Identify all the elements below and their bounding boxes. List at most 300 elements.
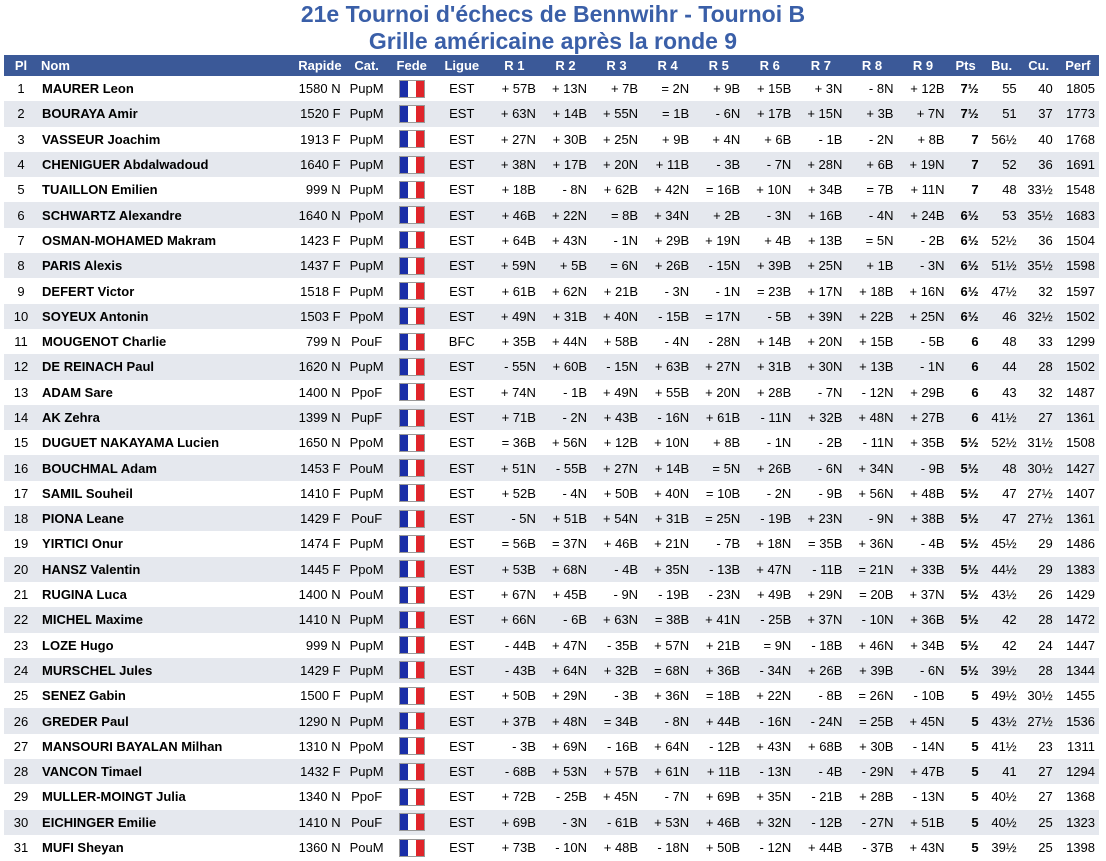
table-row <box>4 127 1099 152</box>
cell-performance: 1508 <box>1066 435 1095 451</box>
cell-cumulative: 27 <box>1021 759 1057 784</box>
header-rating: Rapide <box>278 55 344 76</box>
cell-name: AK Zehra <box>38 405 278 430</box>
cell-r1: + 35B <box>501 334 536 350</box>
cell-r9: + 35B <box>910 435 945 451</box>
cell-r7: - 11B <box>795 557 846 582</box>
cell-r6: + 43N <box>756 738 792 754</box>
cell-r2: + 31B <box>540 304 591 329</box>
cell-league: EST <box>449 485 475 501</box>
cell-points: 6½ <box>949 304 983 329</box>
header-r2: R 2 <box>540 55 591 76</box>
cell-r2: + 69N <box>551 738 587 754</box>
cell-cumulative: 33 <box>1038 334 1053 350</box>
cell-performance: 1805 <box>1066 81 1095 97</box>
cell-r2: - 10N <box>555 840 587 856</box>
cell-r8: = 20B <box>859 587 894 603</box>
france-flag-icon <box>399 333 425 351</box>
cell-r2: + 5B <box>540 253 591 278</box>
cell-r6: - 12N <box>759 840 792 856</box>
cell-r9: - 14N <box>912 738 945 754</box>
cell-r1: + 37B <box>489 708 540 733</box>
cell-r5: + 41N <box>693 607 744 632</box>
cell-r2: + 64N <box>540 658 591 683</box>
cell-r4: + 10N <box>654 435 690 451</box>
cell-rating: 1913 F <box>300 131 341 147</box>
header-r9: R 9 <box>897 55 948 76</box>
cell-place: 25 <box>13 688 29 704</box>
cell-points: 5 <box>949 759 983 784</box>
cell-r6: + 49B <box>756 587 792 603</box>
cell-r6: + 28B <box>756 384 792 400</box>
cell-buchholz: 43 <box>1002 384 1017 400</box>
cell-r5: + 2B <box>693 202 744 227</box>
cell-points: 6½ <box>960 283 979 299</box>
cell-federation <box>389 127 435 152</box>
cell-buchholz: 52½ <box>991 232 1017 248</box>
cell-r4: + 26B <box>642 253 693 278</box>
cell-points: 5½ <box>949 506 983 531</box>
cell-points: 6½ <box>960 232 979 248</box>
cell-buchholz: 48 <box>1002 334 1017 350</box>
cell-performance: 1536 <box>1057 708 1099 733</box>
cell-r7: - 2B <box>818 435 843 451</box>
cell-cumulative: 27½ <box>1027 485 1053 501</box>
cell-name: MANSOURI BAYALAN Milhan <box>42 738 223 754</box>
cell-cumulative: 25 <box>1021 810 1057 835</box>
cell-buchholz: 43½ <box>991 587 1017 603</box>
cell-performance: 1487 <box>1066 384 1095 400</box>
cell-r7: + 26B <box>795 658 846 683</box>
table-row <box>4 633 1099 658</box>
cell-buchholz: 44½ <box>983 557 1021 582</box>
france-flag-icon <box>399 839 425 857</box>
cell-performance: 1383 <box>1057 557 1099 582</box>
cell-r9: + 25N <box>897 304 948 329</box>
cell-r5: + 69B <box>705 789 741 805</box>
header-r3: R 3 <box>591 55 642 76</box>
cell-r1: + 73B <box>501 840 536 856</box>
cell-category: PouF <box>345 810 389 835</box>
cell-r4: + 9B <box>662 131 690 147</box>
cell-r7: + 30N <box>795 354 846 379</box>
cell-rating: 1429 F <box>278 658 344 683</box>
cell-r1: + 46B <box>489 202 540 227</box>
cell-r3: + 21B <box>603 283 639 299</box>
cell-name: MOUGENOT Charlie <box>42 334 167 350</box>
cell-r3: + 25N <box>603 131 639 147</box>
cell-r2: + 13N <box>551 81 587 97</box>
cell-r9: - 4B <box>920 536 945 552</box>
cell-buchholz: 55 <box>1002 81 1017 97</box>
cell-category: PupM <box>349 283 384 299</box>
cell-r4: = 1B <box>642 101 693 126</box>
cell-r6: + 6B <box>764 131 792 147</box>
cell-cumulative: 35½ <box>1021 202 1057 227</box>
cell-r4: - 15B <box>642 304 693 329</box>
cell-r3: + 50B <box>603 485 639 501</box>
cell-r5: - 6N <box>693 101 744 126</box>
cell-category: PupM <box>345 708 389 733</box>
cell-name: DUGUET NAKAYAMA Lucien <box>42 435 220 451</box>
cell-r3: = 34B <box>591 708 642 733</box>
cell-r6: - 7N <box>744 152 795 177</box>
france-flag-icon <box>399 181 425 199</box>
cell-league: EST <box>449 232 475 248</box>
cell-buchholz: 47½ <box>991 283 1017 299</box>
header-row <box>4 55 1099 76</box>
cell-points: 7 <box>971 182 979 198</box>
france-flag-icon <box>399 105 425 123</box>
cell-r3: + 40N <box>591 304 642 329</box>
cell-r3: + 58B <box>603 334 639 350</box>
cell-league: EST <box>435 202 489 227</box>
cell-r3: + 7B <box>610 81 639 97</box>
cell-r6: - 25B <box>744 607 795 632</box>
cell-r1: + 53B <box>489 557 540 582</box>
cell-federation <box>389 633 435 658</box>
cell-rating: 1423 F <box>300 232 341 248</box>
cell-r9: - 9B <box>897 455 948 480</box>
cell-r4: - 7N <box>664 789 690 805</box>
table-row <box>4 101 1099 126</box>
cell-category: PupM <box>345 607 389 632</box>
cell-r2: + 45B <box>552 587 587 603</box>
france-flag-icon <box>399 80 425 98</box>
cell-r5: - 28N <box>708 334 741 350</box>
cell-r7: + 20N <box>807 334 843 350</box>
cell-r9: + 19N <box>897 152 948 177</box>
cell-r7: + 17N <box>807 283 843 299</box>
cell-federation <box>389 101 435 126</box>
cell-r9: - 10B <box>913 688 945 704</box>
cell-buchholz: 41½ <box>991 738 1017 754</box>
cell-rating: 1432 F <box>278 759 344 784</box>
header-place: Pl <box>4 55 38 76</box>
cell-place: 7 <box>17 232 25 248</box>
cell-league: EST <box>435 405 489 430</box>
france-flag-icon <box>399 535 425 553</box>
france-flag-icon <box>399 763 425 781</box>
cell-category: PupM <box>349 131 384 147</box>
cell-performance: 1502 <box>1057 304 1099 329</box>
cell-r5: + 8B <box>713 435 741 451</box>
cell-name: SAMIL Souheil <box>42 485 133 501</box>
cell-place: 11 <box>14 334 28 350</box>
cell-buchholz: 46 <box>983 304 1021 329</box>
cell-points: 5 <box>971 688 979 704</box>
cell-performance: 1598 <box>1057 253 1099 278</box>
cell-name: MURSCHEL Jules <box>38 658 278 683</box>
cell-r4: + 57N <box>654 637 690 653</box>
cell-federation <box>389 430 435 455</box>
cell-performance: 1455 <box>1066 688 1095 704</box>
cell-points: 6 <box>949 405 983 430</box>
cell-r9: - 6N <box>897 658 948 683</box>
cell-r6: - 11N <box>744 405 795 430</box>
cell-place: 17 <box>13 485 29 501</box>
table-row <box>4 202 1099 227</box>
cell-name: SCHWARTZ Alexandre <box>38 202 278 227</box>
cell-name: MAURER Leon <box>42 81 134 97</box>
cell-r1: + 49N <box>489 304 540 329</box>
cell-rating: 1410 N <box>278 607 344 632</box>
cell-r6: + 14B <box>756 334 792 350</box>
cell-r1: = 36B <box>501 435 536 451</box>
cell-r7: + 15N <box>795 101 846 126</box>
cell-r5: - 23N <box>708 587 741 603</box>
cell-league: EST <box>449 536 475 552</box>
cell-r1: + 50B <box>501 688 536 704</box>
cell-cumulative: 27½ <box>1021 506 1057 531</box>
cell-buchholz: 41 <box>983 759 1021 784</box>
cell-cumulative: 32½ <box>1021 304 1057 329</box>
cell-buchholz: 47 <box>1002 485 1017 501</box>
cell-place: 19 <box>13 536 29 552</box>
cell-category: PouM <box>349 587 384 603</box>
cell-league: EST <box>435 607 489 632</box>
cell-category: PupM <box>345 253 389 278</box>
cell-r1: + 72B <box>501 789 536 805</box>
cell-name: DE REINACH Paul <box>38 354 278 379</box>
cell-r3: = 6N <box>591 253 642 278</box>
cell-league: EST <box>435 557 489 582</box>
cell-r5: + 36B <box>693 658 744 683</box>
cell-r1: = 56B <box>501 536 536 552</box>
cell-r1: + 74N <box>500 384 536 400</box>
cell-r8: + 13B <box>846 354 897 379</box>
cell-r2: - 3N <box>540 810 591 835</box>
cell-federation <box>389 380 435 405</box>
cell-r6: + 26B <box>744 455 795 480</box>
cell-name: VASSEUR Joachim <box>42 131 161 147</box>
cell-r2: + 14B <box>540 101 591 126</box>
cell-buchholz: 48 <box>983 455 1021 480</box>
cell-points: 6½ <box>949 253 983 278</box>
cell-r2: + 53N <box>540 759 591 784</box>
cell-federation <box>389 455 435 480</box>
cell-federation <box>389 607 435 632</box>
cell-r9: + 24B <box>897 202 948 227</box>
cell-rating: 1580 N <box>298 81 341 97</box>
cell-name: LOZE Hugo <box>42 637 114 653</box>
cell-rating: 1640 N <box>278 202 344 227</box>
cell-r9: + 37N <box>909 587 945 603</box>
cell-r4: + 29B <box>654 232 690 248</box>
cell-r2: - 2N <box>540 405 591 430</box>
cell-category: PupM <box>349 232 384 248</box>
cell-r4: + 21N <box>654 536 690 552</box>
cell-r3: + 32B <box>591 658 642 683</box>
cell-r4: + 61N <box>642 759 693 784</box>
cell-r1: - 5N <box>489 506 540 531</box>
cell-federation <box>389 481 435 506</box>
cell-league: BFC <box>448 334 475 350</box>
header-federation: Fede <box>389 55 435 76</box>
cell-r7: - 21B <box>811 789 843 805</box>
table-row <box>4 708 1099 733</box>
header-performance: Perf <box>1057 55 1099 76</box>
cell-r4: - 4N <box>664 334 690 350</box>
cell-r7: - 4B <box>795 759 846 784</box>
cell-r7: - 9B <box>818 485 843 501</box>
cell-r2: + 68N <box>540 557 591 582</box>
cell-r4: - 3N <box>664 283 690 299</box>
cell-category: PupM <box>349 182 384 198</box>
cell-r7: + 28N <box>795 152 846 177</box>
cell-league: EST <box>435 810 489 835</box>
cell-r7: + 68B <box>808 738 843 754</box>
france-flag-icon <box>399 156 425 174</box>
cell-league: EST <box>435 506 489 531</box>
cell-performance: 1299 <box>1066 334 1095 350</box>
cell-r9: - 2B <box>920 232 945 248</box>
cell-place: 31 <box>13 840 29 856</box>
table-row <box>4 683 1099 708</box>
cell-buchholz: 51 <box>983 101 1021 126</box>
cell-cumulative: 40 <box>1038 131 1053 147</box>
france-flag-icon <box>399 257 425 275</box>
cell-category: PouF <box>345 506 389 531</box>
cell-buchholz: 48 <box>1002 182 1017 198</box>
cell-r9: - 1N <box>897 354 948 379</box>
cell-r4: + 14B <box>642 455 693 480</box>
table-row <box>4 455 1099 480</box>
cell-rating: 1360 N <box>298 840 341 856</box>
cell-r7: + 44B <box>808 840 843 856</box>
cell-name: MICHEL Maxime <box>38 607 278 632</box>
cell-r6: + 31B <box>744 354 795 379</box>
cell-r7: + 23N <box>795 506 846 531</box>
cell-r1: - 3B <box>512 738 536 754</box>
cell-category: PupM <box>349 81 384 97</box>
cell-r2: + 17B <box>540 152 591 177</box>
cell-r6: + 47N <box>744 557 795 582</box>
cell-place: 8 <box>4 253 38 278</box>
cell-buchholz: 39½ <box>991 840 1017 856</box>
france-flag-icon <box>399 484 425 502</box>
cell-rating: 1410 N <box>278 810 344 835</box>
cell-performance: 1294 <box>1057 759 1099 784</box>
header-cumulative: Cu. <box>1021 55 1057 76</box>
cell-federation <box>389 329 435 354</box>
cell-r2: + 44N <box>551 334 587 350</box>
cell-place: 4 <box>4 152 38 177</box>
cell-r9: + 8B <box>917 131 945 147</box>
cell-r6: + 10N <box>756 182 792 198</box>
cell-r8: + 28B <box>859 789 894 805</box>
cell-r4: - 18N <box>657 840 690 856</box>
cell-points: 5 <box>949 708 983 733</box>
cell-r5: + 19N <box>705 232 741 248</box>
france-flag-icon <box>399 282 425 300</box>
france-flag-icon <box>399 358 425 376</box>
cell-r8: - 8N <box>868 81 894 97</box>
table-row <box>4 329 1099 354</box>
cell-place: 27 <box>13 738 29 754</box>
cell-r6: + 4B <box>764 232 792 248</box>
cell-name: PARIS Alexis <box>38 253 278 278</box>
cell-cumulative: 29 <box>1021 557 1057 582</box>
cell-r4: = 68N <box>642 658 693 683</box>
cell-name: HANSZ Valentin <box>38 557 278 582</box>
france-flag-icon <box>399 383 425 401</box>
cell-r8: = 26N <box>858 688 894 704</box>
cell-r8: + 39B <box>846 658 897 683</box>
cell-r2: - 55B <box>540 455 591 480</box>
cell-performance: 1447 <box>1066 637 1095 653</box>
cell-r6: - 16N <box>744 708 795 733</box>
cell-federation <box>389 683 435 708</box>
cell-r9: + 38B <box>897 506 948 531</box>
cell-r8: - 27N <box>846 810 897 835</box>
cell-r8: = 5N <box>865 232 894 248</box>
cell-r6: - 34N <box>744 658 795 683</box>
cell-league: EST <box>449 384 475 400</box>
cell-points: 7½ <box>960 81 979 97</box>
france-flag-icon <box>399 130 425 148</box>
header-r6: R 6 <box>744 55 795 76</box>
cell-r9: + 16N <box>909 283 945 299</box>
cell-r5: - 7B <box>716 536 741 552</box>
table-row <box>4 759 1099 784</box>
cell-points: 7 <box>971 131 979 147</box>
cell-r1: - 68B <box>489 759 540 784</box>
cell-cumulative: 37 <box>1021 101 1057 126</box>
cell-league: EST <box>435 101 489 126</box>
cell-name: ADAM Sare <box>42 384 113 400</box>
cell-buchholz: 42 <box>1002 637 1017 653</box>
cell-rating: 1640 F <box>278 152 344 177</box>
cell-r8: + 6B <box>846 152 897 177</box>
cell-r5: - 1N <box>715 283 741 299</box>
cell-name: SOYEUX Antonin <box>38 304 278 329</box>
cell-rating: 1500 F <box>300 688 341 704</box>
cell-performance: 1548 <box>1066 182 1095 198</box>
cell-r7: + 32B <box>795 405 846 430</box>
cell-r3: + 62B <box>603 182 639 198</box>
cell-r8: + 34N <box>846 455 897 480</box>
cell-place: 22 <box>4 607 38 632</box>
cell-points: 7½ <box>949 101 983 126</box>
cell-league: EST <box>435 253 489 278</box>
table-row <box>4 784 1099 809</box>
cell-r6: - 5B <box>744 304 795 329</box>
cell-r9: + 33B <box>897 557 948 582</box>
table-row <box>4 506 1099 531</box>
cell-r9: + 43N <box>909 840 945 856</box>
header-r7: R 7 <box>795 55 846 76</box>
cell-buchholz: 40½ <box>991 789 1017 805</box>
cell-r2: - 1B <box>563 384 587 400</box>
cell-federation <box>389 202 435 227</box>
table-row <box>4 734 1099 759</box>
cell-points: 5½ <box>960 485 979 501</box>
cell-name: BOURAYA Amir <box>38 101 278 126</box>
cell-r2: + 30B <box>552 131 587 147</box>
cell-buchholz: 42 <box>983 607 1021 632</box>
cell-r8: + 48N <box>846 405 897 430</box>
cell-r5: = 10B <box>705 485 741 501</box>
cell-category: PpoM <box>349 738 384 754</box>
cell-points: 5 <box>971 789 979 805</box>
cell-r6: - 2N <box>766 485 792 501</box>
cell-r2: + 29N <box>551 688 587 704</box>
cell-points: 5 <box>971 840 979 856</box>
cell-r7: + 39N <box>795 304 846 329</box>
cell-r1: + 59N <box>489 253 540 278</box>
table-row <box>4 304 1099 329</box>
